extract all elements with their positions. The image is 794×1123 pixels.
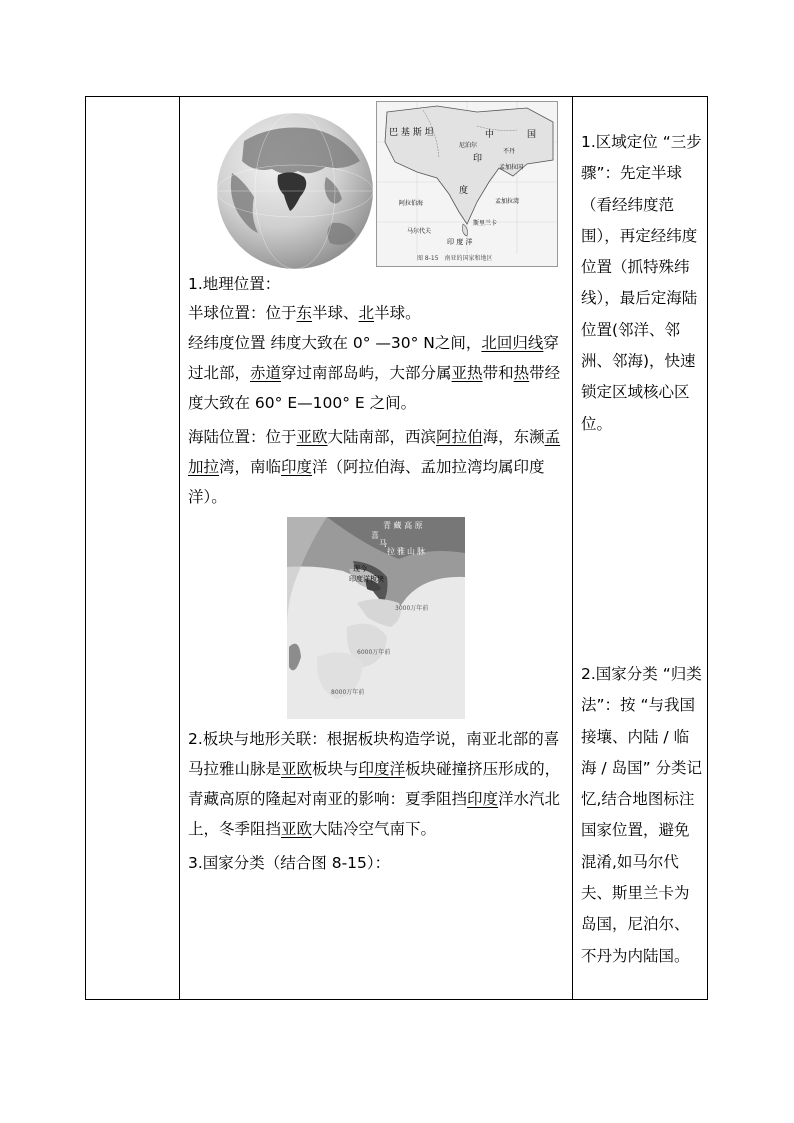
plate-label: 印度洋板块	[349, 575, 384, 583]
answer: 印度	[467, 790, 499, 808]
main-column	[180, 97, 573, 999]
latlon-position	[188, 328, 564, 418]
plate-label: 现今	[353, 565, 367, 573]
plate-landform-relation	[188, 724, 564, 844]
text: 半球。	[374, 304, 421, 322]
plate-label: 拉	[387, 547, 395, 556]
answer: 孟加拉	[188, 428, 561, 476]
map-label: 孟加拉国	[499, 164, 524, 171]
land-sea-position	[188, 422, 564, 512]
map-label: 马尔代夫	[407, 228, 432, 235]
text: 位于	[265, 304, 297, 322]
label: 经纬度位置	[188, 334, 266, 352]
answer: 东	[296, 304, 313, 322]
location-heading: 1.地理位置：	[188, 275, 281, 293]
tips-column	[573, 97, 709, 999]
plate-label: 3000万年前	[395, 605, 429, 612]
text: 大陆冷空气南下。	[312, 820, 437, 838]
globe-image	[214, 111, 376, 271]
answer: 印度洋	[358, 760, 406, 778]
map-label: 度	[459, 186, 469, 196]
tip-region-positioning: 1.区域定位 “三步骤”：先定半球（看经纬度范围），再定经纬度位置（抓特殊纬线），最后定海陆位置(邻洋、邻洲、邻海)，快速锁定区域核心区位。	[581, 133, 702, 433]
map-label: 尼泊尔	[459, 142, 478, 149]
answer: 热	[513, 364, 530, 382]
plate-label: 青 藏 高 原	[383, 521, 423, 530]
answer: 印度	[281, 458, 313, 476]
map-label: 中	[485, 130, 495, 140]
text: 穿过北部，	[188, 334, 559, 382]
text: 2.板块与地形关联：根据板块构造学说，南亚北部的喜马拉雅山脉是	[188, 730, 560, 778]
map-label: 印	[473, 154, 483, 164]
answer: 北回归线	[481, 334, 544, 352]
text: 带经度大致在 60° E—100° E 之间。	[188, 364, 561, 412]
plate-label: 喜	[371, 531, 379, 540]
text: 半球、	[312, 304, 359, 322]
map-label: 孟加拉湾	[495, 198, 520, 205]
answer: 赤道	[250, 364, 282, 382]
plate-label: 马	[379, 539, 387, 548]
map-label: 巴 基 斯 坦	[389, 128, 434, 138]
text: 湾，南临	[219, 458, 282, 476]
south-asia-map	[376, 101, 558, 267]
text: 海，东濒	[482, 428, 545, 446]
map-label: 阿拉伯海	[399, 200, 424, 207]
text: 带和	[482, 364, 514, 382]
label: 半球位置：	[188, 304, 266, 322]
text: 大陆南部，西滨	[327, 428, 437, 446]
plate-label: 脉	[417, 547, 425, 556]
label: 海陆位置：	[188, 428, 266, 446]
text: 纬度大致在 0° —30° N之间，	[265, 334, 482, 352]
map-label: 国	[527, 130, 537, 140]
answer: 亚欧	[281, 760, 313, 778]
map-caption: 图 8-15 南亚的国家和地区	[417, 255, 493, 262]
plate-label: 8000万年前	[331, 689, 365, 696]
text: 穿过南部岛屿，大部分属	[281, 364, 452, 382]
map-label: 印 度 洋	[447, 238, 473, 246]
plate-drift-map	[287, 517, 465, 719]
text: 板块碰撞挤压形成的，青藏高原的隆起对南亚的影响：夏季阻挡	[188, 760, 561, 808]
answer: 亚欧	[281, 820, 313, 838]
answer: 阿拉伯	[436, 428, 483, 446]
answer: 亚热	[451, 364, 483, 382]
hemisphere-position	[188, 298, 564, 328]
tip-country-classification: 2.国家分类 “归类法”：按 “与我国接壤、内陆 / 临海 / 岛国” 分类记忆,结合地图标注国家位置，避免混淆,如马尔代夫、斯里兰卡为岛国，尼泊尔、不丹为内陆国。	[581, 665, 703, 965]
text: 洋水汽北上，冬季阻挡	[188, 790, 561, 838]
plate-label: 雅	[397, 547, 405, 556]
map-label: 不丹	[503, 148, 516, 155]
text: 洋（阿拉伯海、孟加拉湾均属印度洋）。	[188, 458, 545, 506]
answer: 北	[358, 304, 375, 322]
text: 板块与	[312, 760, 359, 778]
map-label: 斯里兰卡	[473, 220, 498, 227]
plate-label: 6000万年前	[357, 649, 391, 656]
text: 位于	[265, 428, 297, 446]
country-classification-heading: 3.国家分类（结合图 8-15）：	[188, 854, 391, 872]
answer: 亚欧	[296, 428, 328, 446]
plate-label: 山	[407, 547, 415, 556]
content-table	[85, 96, 708, 1000]
